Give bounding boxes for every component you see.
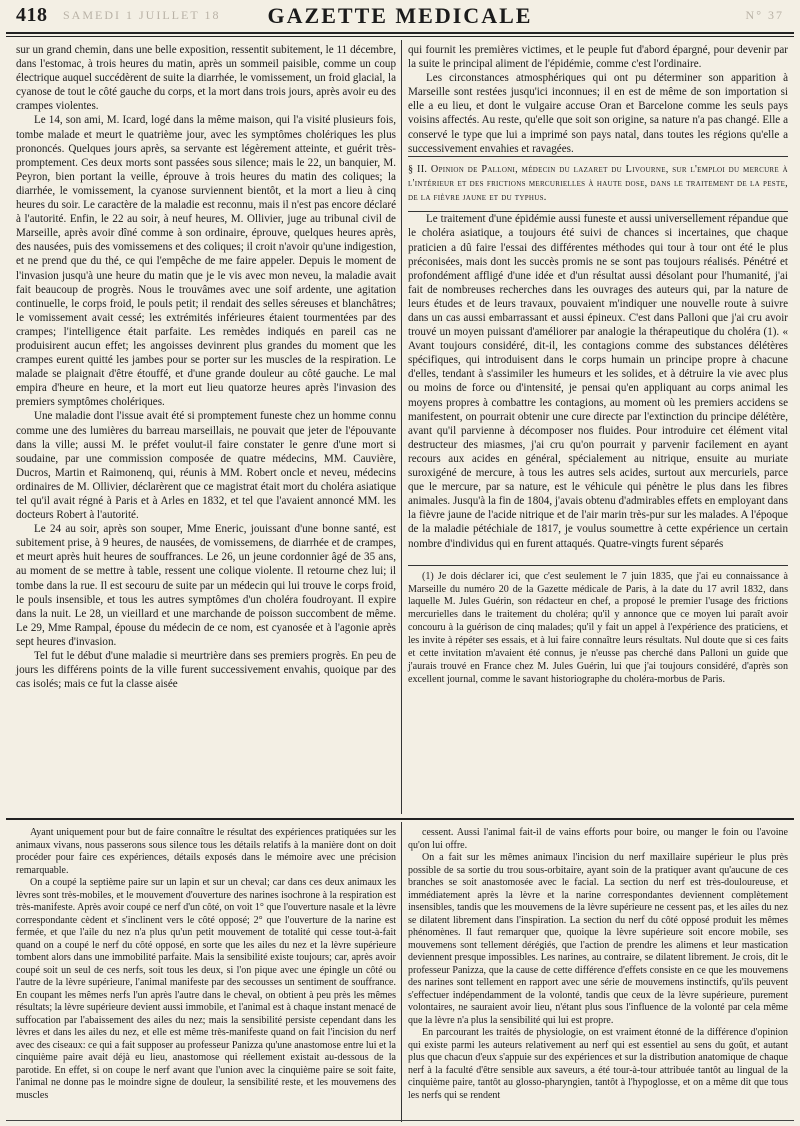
column-divider-bottom xyxy=(401,822,402,1122)
paragraph: On a fait sur les mêmes animaux l'incision du nerf maxillaire supérieur le plus près possible de sa sortie du trou sous-orbitaire, ayant soin de la pratiquer avant qu'aucune de ces branches se soit anastomosée avec le facial. La section du nerf est très-douloureuse, et immédiatement après la lèvre et la narine correspondantes deviennent complètement insensibles, tandis que les mouvemens de la lèvre supérieure ne cessent pas, et les ailes du nez se dilatent librement dans l'inspiration. La section du nerf du côté opposé produit les mêmes phénomènes. Il faut remarquer que, quoique la lèvre supérieure soit encore mobile, ses mouvemens sont tellement dérégiés, que l'action de prendre les alimens et leur mastication deviennent presque impossibles. Les narines, au contraire, se dilatent librement. Je crois, dit le professeur Panizza, que la cause de cette différence d'effets consiste en ce que les mouvemens des narines sont tellement en rapport avec une série de mouvemens instinctifs, qu'ils peuvent s'effectuer indépendamment de la volonté, tandis que ceux de la lèvre supérieure, purement volontaires, ne sauraient avoir lieu, n'étant plus sous l'influence de la volonté par cela même que la lèvre n'a plus la sensibilité qui lui est propre. xyxy=(408,852,788,1026)
page-header xyxy=(8,2,792,30)
paragraph: Une maladie dont l'issue avait été si promptement funeste chez un homme connu comme une des lumières du barreau marseillais, ne pouvait que jeter de l'épouvante dans la ville; aussi M. le préfet voulut-il faire constater le genre d'une mort si soudaine, par une commission composée de quatre médecins, MM. Cauvière, Ducros, Martin et Raimonenq, qui, réunis à MM. Robert oncle et neveu, médecins ordinaires de M. Ollivier, déclarèrent que ce magistrat était mort du choléra asiatique tel qu'il avait régné à Paris et à Arles en 1832, et tel que l'avaient annoncé MM. les docteurs Robert à l'autorité. xyxy=(16,410,396,522)
faded-show-through-text-left: SAMEDI 1 JUILLET 18 xyxy=(63,8,221,22)
journal-title: GAZETTE MEDICALE xyxy=(267,3,533,28)
paragraph: Le traitement d'une épidémie aussi funeste et aussi universellement répandue que le choléra asiatique, a toujours été suivi de chances si incertaines, que chaque praticien a dû faire l'essai des différentes méthodes qui tour à tour ont été le plus préconisées, mais dont les succès promis ne se sont pas toujours réalisés. Pénétré et profondément affligé d'une idée et d'un résultat aussi désolant pour l'humanité, j'ai fait de nombreuses recherches dans les ouvrages des auteurs qui, par la nature de leurs études et de leurs travaux, pouvaient m'indiquer une nouvelle route à suivre dans un cas aussi embarrassant et aussi épineux. C'est dans Palloni que j'ai cru avoir trouvé un moyen puissant d'améliorer par analogie la thérapeutique du choléra (1). « Avant toujours considéré, dit-il, les contagions comme des substances délétères spécifiques, qui introduisent dans le corps humain un principe propre à chacune d'elles, tendant à s'assimiler les humeurs et les solides, et à détruire la vie avec plus ou moins de force ou d'intensité, je pensai qu'en appliquant au corps animal les moyens propres à combattre les contagions, au moment où les premiers accidens se manifestent, on pourrait obtenir une cure directe par l'extinction du principe délétère, avant qu'il parvienne à décomposer nos fluides. Pour introduire cet élément vital destructeur des miasmes, j'ai cru qu'on pourrait y parvenir facilement en ayant recours aux acides en général, spécialement au nitrique, ensuite au muriate suroxigéné de mercure, à tous les autres sels acides, surtout aux mercuriels, parce que le mercure, par sa nature, est le véhicule qui pénètre le plus dans les fibres animales. Jusqu'à la fin de 1804, j'avais obtenu d'admirables effets en employant dans la fièvre jaune de l'acide nitrique et de l'air marin très-pur sur les malades. A l'époque de la maladie pétéchiale de 1817, je voulus soumettre à cette expérience un certain nombre d'individus qui en furent attaqués. Quatre-vingts furent séparés xyxy=(408,213,788,550)
bottom-right-column xyxy=(408,827,788,1102)
page-number: 418 xyxy=(16,4,48,26)
column-divider xyxy=(401,40,402,814)
feuilleton-rule xyxy=(6,818,794,820)
footnote-rule xyxy=(408,565,788,566)
paragraph: Tel fut le début d'une maladie si meurtrière dans ses premiers progrès. En peu de jours les différens points de la ville furent successivement envahis, quoique par des cas isolés; mais ce fut la classe aisée xyxy=(16,650,396,691)
paragraph: On a coupé la septième paire sur un lapin et sur un cheval; car dans ces deux animaux les lèvres sont très-mobiles, et le mouvement d'ouverture des narines isochrone à la respiration est très-manifeste. Après avoir coupé ce nerf d'un côté, on voit 1° que l'ouverture nasale et la lèvre correspondante cèdent et s'inclinent vers le côté opposé; 2° que l'ouverture de la narine est fermée, et que l'aile du nez n'a plus qu'un petit mouvement de totalité qui cesse tout-à-fait quand on a coupé le nerf du côté opposé, en sorte que les ailes du nez et la lèvre supérieure tombent alors dans une immobilité parfaite. Mais la sensibilité existe toujours; car, après avoir coupé soit un seul de ces nerfs, soit tous les deux, si l'on pique avec une épingle un côté ou l'autre de la lèvre supérieure, l'animal manifeste par des secousses un sentiment de souffrance. En coupant les mêmes nerfs l'un après l'autre dans le cheval, on obtient à peu près les mêmes résultats; la lèvre supérieure devient aussi immobile, et l'animal est à chaque instant menacé de suffocation par l'abaissement des ailes du nez; mais la sensibilité persiste cependant dans les lèvres et dans les ailes du nez, et elle est même très-manifeste quand on fait l'incision du nerf avec des ciseaux: ce qui a fait supposer au professeur Panizza qu'une anastomose entre lui et la cinquième paire avait déjà eu lieu, anastomose qui réellement existait au-dessous de la parotide. En effet, si on coupe le nerf avant que l'union avec la cinquième paire se soit faite, l'animal ne donne pas le moindre signe de douleur, la sensibilité reste, et les mouvemens des muscles xyxy=(16,877,396,1101)
paragraph: Ayant uniquement pour but de faire connaître le résultat des expériences pratiquées sur les animaux vivans, nous passerons sous silence tous les détails relatifs à la manière dont on doit procéder pour faire ces expériences, détails exposés dans le mémoire avec une précision remarquable. xyxy=(16,827,396,876)
paragraph: cessent. Aussi l'animal fait-il de vains efforts pour boire, ou manger le foin ou l'avoine qu'on lui offre. xyxy=(408,827,788,851)
page-bottom-rule xyxy=(6,1120,794,1121)
header-rule xyxy=(6,32,794,34)
paragraph: Le 14, son ami, M. Icard, logé dans la même maison, qui l'a visité plusieurs fois, tombe malade et meurt le quatrième jour, avec les symptômes cholériques les plus prononcés. Quelques jours après, sa servante est légèrement atteinte, et guérit très-promptement. Ces deux morts sont passées sous silence; mais le 22, un banquier, M. Peyron, bien portant la veille, éprouve à trois heures du matin des coliques; la diarrhée, le vomissement, la cyanose surviennent bientôt, et la mort a lieu à cinq heures du soir. Le caractère de la maladie est reconnu, mais il n'est pas encore déclaré à l'autorité. Enfin, le 22 au soir, à neuf heures, M. Ollivier, juge au tribunal civil de Marseille, après avoir dîné comme à son ordinaire, éprouve, quelques heures après, des nausées, puis des vomissemens et des coliques; il croit n'avoir qu'une indigestion, et ne prend que du thé, ce qui l'empêche de me faire appeler. Depuis le moment de l'invasion jusqu'à une heure du matin que je le vis avec mon neveu, la maladie avait fait beaucoup de progrès. Nous le trouvâmes avec une soif ardente, une agitation continuelle, le corps froid, le pouls petit; il rendait des selles séreuses et blanchâtres; le vomissement avait cessé; les extrémités inférieures étaient tourmentées par des crampes; l'intelligence était parfaite. Les remèdes indiqués en pareil cas ne produisirent aucun effet; les angoisses devinrent plus grandes du moment que les crampes eurent quitté les jambes pour se porter sur les muscles de la respiration. Le malade se plaignait d'être étouffé, et d'une grande douleur au côté gauche. Le mal empira d'heure en heure, et la mort eut lieu quatorze heures après l'invasion des premiers symptômes cholériques. xyxy=(16,114,396,409)
right-column xyxy=(408,43,788,687)
bottom-left-column xyxy=(16,827,396,1102)
header-rule-thin xyxy=(6,36,794,37)
footnote: (1) Je dois déclarer ici, que c'est seulement le 7 juin 1835, que j'ai eu connaissance à Marseille du numéro 20 de la Gazette médicale de Paris, à la date du 17 avril 1832, dans laquelle M. Jules Guérin, son rédacteur en chef, a proposé le premier l'usage des frictions mercurielles dans le traitement du choléra; qu'il y annonce que ce moyen lui paraît avoir concouru à la guérison de cinq malades; qu'il y fait un appel à l'expérience des praticiens, et les invite à répéter ses essais, et à lui faire connaître leurs résultats. Nul doute que si ces faits et cette invitation m'avaient été connus, je n'eusse pas cherché dans Palloni un guide que j'aurais trouvé en France chez M. Jules Guérin, lui que j'ai toujours considéré, d'après son excellent journal, comme le savant historiographe du choléra-morbus de Paris. xyxy=(408,570,788,685)
paragraph: Les circonstances atmosphériques qui ont pu déterminer son apparition à Marseille sont restées jusqu'ici inconnues; il en est de même de son importation si elle a eu lieu, et dont le vulgaire accuse Oran et Barcelone comme les seuls pays voisins affectés. Au reste, qu'elle que soit son origine, sa nature n'a pas changé. Elle a conservé le type que lui a imprimé son pays natal, dans toutes les régions qu'elle a successivement envahies et ravagées. xyxy=(408,72,788,155)
faded-show-through-text-right: N° 37 xyxy=(745,8,784,22)
paragraph: Le 24 au soir, après son souper, Mme Eneric, jouissant d'une bonne santé, est subitement prise, à 9 heures, de nausées, de vomissemens, de diarrhée et de crampes, et meurt après huit heures de souffrances. Le 26, un jeune cordonnier âgé de 35 ans, au moment de se mettre à table, ressent une colique violente. Il retourne chez lui; il tombe dans la rue. Il est secouru de suite par un médecin qui lui trouve le corps froid, le pouls insensible, et tous les autres symptômes d'un choléra foudroyant. Il expire dans la nuit. Le 28, un vieillard et une marchande de poisson succombent de même. Le 29, Mme Rampal, épouse du médecin de ce nom, est cyanosée et à l'agonie après sept heures d'invasion. xyxy=(16,523,396,648)
paragraph: sur un grand chemin, dans une belle exposition, ressentit subitement, le 11 décembre, dans l'estomac, à trois heures du matin, après un sommeil paisible, comme un coup électrique auquel succédèrent de suite la diarrhée, le vomissement, un froid glacial, la cyanose de tout le côté gauche du corps, et la mort dans trois jours, après avoir eu des crampes violentes. xyxy=(16,44,396,113)
section-heading: § II. Opinion de Palloni, médecin du lazaret du Livourne, sur l'emploi du mercure à l'intérieur et des frictions mercurielles à haute dose, dans le traitement de la peste, de la fièvre jaune et du typhus. xyxy=(408,156,788,213)
left-column xyxy=(16,43,396,691)
paragraph: En parcourant les traités de physiologie, on est vraiment étonné de la différence d'opinion qui existe parmi les auteurs relativement au nerf qui est essentiel au sens du goût, et autant plus que chacun d'eux s'appuie sur des expériences et sur la distribution anatomique de chaque nerf à la faculté d'être sensible aux saveurs, a été tour-à-tour attribuée tantôt au lingual de la cinquième paire, tantôt au glosso-pharyngien, tantôt à l'hypoglosse, et on a même dit que tous les nerfs qui se rendent xyxy=(408,1027,788,1101)
paragraph: qui fournit les premières victimes, et le peuple fut d'abord épargné, pour devenir par la suite le principal aliment de l'épidémie, comme c'est l'ordinaire. xyxy=(408,44,788,71)
